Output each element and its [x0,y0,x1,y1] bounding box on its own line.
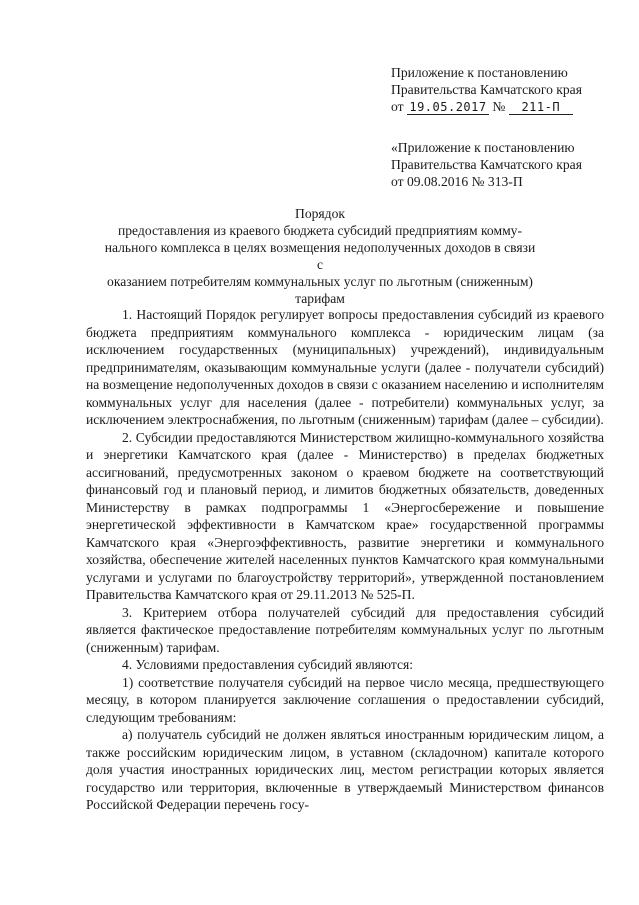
paragraph-4-1: 1) соответствие получателя субсидий на первое число месяца, предшествующего месяцу, в котором планируется заключение соглашения о предоставлении субсидий, следующим требованиям: [86,674,604,725]
paragraph-2: 2. Субсидии предоставляются Министерством жилищно-коммунального хозяйства и энергетики Камчатского края (далее - Министерство) в пределах бюджетных ассигнований, предусмотренных законом о краевом бюджете на соответствующий финансовый год и плановый период, и лимитов бюджетных обязательств, доведенных Министерству в рамках подпрограммы 1 «Энергосбережение и повышение энергетической эффективности в Камчатском крае» государственной программы Камчатского края «Энергоэффективность, развитие энергетики и коммунального хозяйства, обеспечение жителей населенных пунктов Камчатского края коммунальными услугами и услугами по благоустройству территорий», утвержденной постановлением Правительства Камчатского края от 29.11.2013 № 525-П. [86,429,604,602]
sub-header-line-3: от 09.08.2016 № 313-П [391,174,523,189]
sub-header-line-2: Правительства Камчатского края [391,157,582,172]
document-body [86,306,604,814]
paragraph-3: 3. Критерием отбора получателей субсидий для предоставления субсидий является фактическое предоставление потребителям коммунальных услуг по льготным (сниженным) тарифам. [86,604,604,655]
date-value: 19.05.2017 [407,100,489,115]
title-line-1: предоставления из краевого бюджета субсидий предприятиям комму- [117,223,522,238]
approval-header [391,64,631,115]
title-line-4: тарифам [295,291,345,306]
document-title-block [100,205,540,307]
header-line-2: Правительства Камчатского края [391,82,582,97]
header-line-1: Приложение к постановлению [391,65,568,80]
paragraph-4: 4. Условиями предоставления субсидий являются: [122,657,414,672]
number-value: 211-П [509,100,573,115]
title-line-3: оказанием потребителям коммунальных услуг по льготным (сниженным) [107,274,533,289]
title-line-2: нального комплекса в целях возмещения недополученных доходов в связи с [104,240,536,272]
paragraph-1: 1. Настоящий Порядок регулирует вопросы предоставления субсидий из краевого бюджета предприятиям коммунального комплекса - юридическим лицам (за исключением государственных (муниципальных) учреждений), индивидуальным предпринимателям, оказывающим коммунальные услуги (далее - получатели субсидий) на возмещение недополученных доходов в связи с оказанием населению и исполнителям коммунальных услуг для населения (далее - потребители) коммунальных услуг, за исключением электроснабжения, по льготным (сниженным) тарифам (далее – субсидии). [86,307,604,427]
date-prefix: от [391,99,404,114]
original-appendix-header [391,139,631,190]
number-prefix: № [492,99,506,114]
document-heading: Порядок [295,206,345,221]
paragraph-4-1-a: а) получатель субсидий не должен являться иностранным юридическим лицом, а также российским юридическим лицом, в уставном (складочном) капитале которого доля участия иностранных юридических лиц, местом регистрации которых является государство или территория, включенные в утверждаемый Министерством финансов Российской Федерации перечень госу- [86,727,604,812]
header-date-line [391,98,631,115]
sub-header-line-1: «Приложение к постановлению [391,140,575,155]
